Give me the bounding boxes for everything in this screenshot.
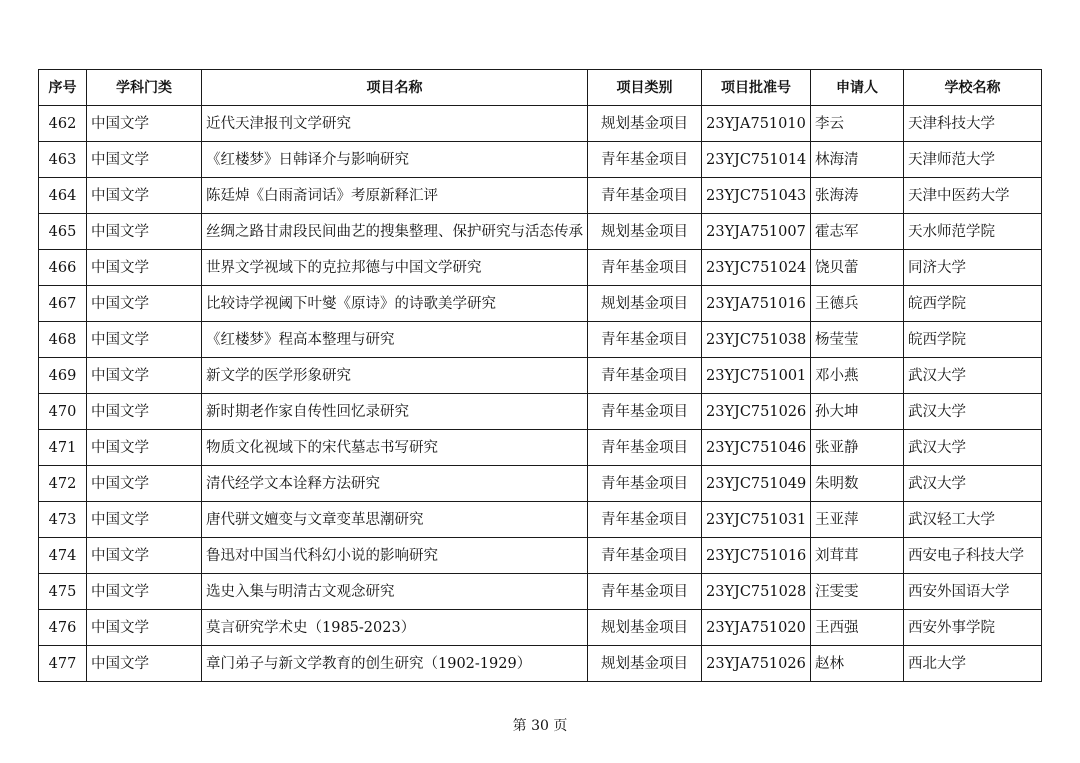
cell-applicant: 孙大坤 — [811, 394, 904, 430]
cell-project-type: 青年基金项目 — [588, 322, 702, 358]
cell-school: 西安外国语大学 — [904, 574, 1042, 610]
cell-project-name: 选史入集与明清古文观念研究 — [202, 574, 588, 610]
cell-approval-no: 23YJC751014 — [702, 142, 811, 178]
cell-applicant: 朱明数 — [811, 466, 904, 502]
cell-seq: 469 — [39, 358, 87, 394]
cell-project-type: 规划基金项目 — [588, 286, 702, 322]
cell-seq: 471 — [39, 430, 87, 466]
table-row — [39, 178, 1042, 214]
cell-project-type: 青年基金项目 — [588, 502, 702, 538]
table-body — [39, 106, 1042, 682]
cell-approval-no: 23YJA751016 — [702, 286, 811, 322]
cell-applicant: 张海涛 — [811, 178, 904, 214]
cell-project-name: 丝绸之路甘肃段民间曲艺的搜集整理、保护研究与活态传承 — [202, 214, 588, 250]
cell-discipline: 中国文学 — [87, 142, 202, 178]
table-row — [39, 394, 1042, 430]
cell-project-type: 青年基金项目 — [588, 574, 702, 610]
cell-approval-no: 23YJA751007 — [702, 214, 811, 250]
table-row — [39, 214, 1042, 250]
cell-school: 西安电子科技大学 — [904, 538, 1042, 574]
cell-project-name: 唐代骈文嬗变与文章变革思潮研究 — [202, 502, 588, 538]
cell-discipline: 中国文学 — [87, 394, 202, 430]
cell-applicant: 杨莹莹 — [811, 322, 904, 358]
cell-seq: 463 — [39, 142, 87, 178]
cell-approval-no: 23YJC751026 — [702, 394, 811, 430]
cell-approval-no: 23YJC751038 — [702, 322, 811, 358]
cell-school: 天津中医药大学 — [904, 178, 1042, 214]
cell-project-type: 青年基金项目 — [588, 358, 702, 394]
cell-discipline: 中国文学 — [87, 106, 202, 142]
header-discipline: 学科门类 — [87, 70, 202, 106]
cell-applicant: 赵林 — [811, 646, 904, 682]
cell-school: 皖西学院 — [904, 322, 1042, 358]
cell-applicant: 刘茸茸 — [811, 538, 904, 574]
cell-project-type: 规划基金项目 — [588, 106, 702, 142]
cell-project-type: 规划基金项目 — [588, 610, 702, 646]
cell-project-name: 比较诗学视阈下叶燮《原诗》的诗歌美学研究 — [202, 286, 588, 322]
cell-approval-no: 23YJC751028 — [702, 574, 811, 610]
cell-project-type: 规划基金项目 — [588, 646, 702, 682]
cell-applicant: 汪雯雯 — [811, 574, 904, 610]
cell-project-name: 近代天津报刊文学研究 — [202, 106, 588, 142]
cell-applicant: 张亚静 — [811, 430, 904, 466]
table-row — [39, 430, 1042, 466]
cell-project-name: 世界文学视域下的克拉邦德与中国文学研究 — [202, 250, 588, 286]
cell-approval-no: 23YJC751043 — [702, 178, 811, 214]
table-row — [39, 142, 1042, 178]
table-row — [39, 250, 1042, 286]
cell-school: 西北大学 — [904, 646, 1042, 682]
cell-approval-no: 23YJA751026 — [702, 646, 811, 682]
cell-seq: 462 — [39, 106, 87, 142]
cell-seq: 467 — [39, 286, 87, 322]
cell-discipline: 中国文学 — [87, 358, 202, 394]
cell-applicant: 李云 — [811, 106, 904, 142]
cell-school: 武汉轻工大学 — [904, 502, 1042, 538]
cell-project-type: 青年基金项目 — [588, 430, 702, 466]
cell-seq: 473 — [39, 502, 87, 538]
cell-approval-no: 23YJA751010 — [702, 106, 811, 142]
cell-discipline: 中国文学 — [87, 538, 202, 574]
cell-project-type: 青年基金项目 — [588, 178, 702, 214]
cell-seq: 465 — [39, 214, 87, 250]
table-row — [39, 358, 1042, 394]
cell-school: 同济大学 — [904, 250, 1042, 286]
cell-discipline: 中国文学 — [87, 502, 202, 538]
cell-project-name: 新文学的医学形象研究 — [202, 358, 588, 394]
cell-approval-no: 23YJC751024 — [702, 250, 811, 286]
table-row — [39, 106, 1042, 142]
table-row — [39, 574, 1042, 610]
cell-project-type: 青年基金项目 — [588, 142, 702, 178]
cell-discipline: 中国文学 — [87, 610, 202, 646]
cell-applicant: 王德兵 — [811, 286, 904, 322]
cell-project-name: 陈廷焯《白雨斋词话》考原新释汇评 — [202, 178, 588, 214]
cell-seq: 476 — [39, 610, 87, 646]
cell-project-name: 物质文化视域下的宋代墓志书写研究 — [202, 430, 588, 466]
cell-project-name: 清代经学文本诠释方法研究 — [202, 466, 588, 502]
cell-project-type: 青年基金项目 — [588, 394, 702, 430]
cell-applicant: 王西强 — [811, 610, 904, 646]
cell-school: 武汉大学 — [904, 430, 1042, 466]
cell-applicant: 饶贝蕾 — [811, 250, 904, 286]
project-table — [38, 69, 1042, 682]
cell-discipline: 中国文学 — [87, 322, 202, 358]
cell-school: 西安外事学院 — [904, 610, 1042, 646]
header-approval-no: 项目批准号 — [702, 70, 811, 106]
cell-discipline: 中国文学 — [87, 250, 202, 286]
table-row — [39, 466, 1042, 502]
cell-discipline: 中国文学 — [87, 178, 202, 214]
cell-project-name: 《红楼梦》程高本整理与研究 — [202, 322, 588, 358]
cell-project-name: 鲁迅对中国当代科幻小说的影响研究 — [202, 538, 588, 574]
cell-school: 皖西学院 — [904, 286, 1042, 322]
cell-seq: 468 — [39, 322, 87, 358]
cell-project-type: 规划基金项目 — [588, 214, 702, 250]
cell-applicant: 邓小燕 — [811, 358, 904, 394]
cell-approval-no: 23YJC751001 — [702, 358, 811, 394]
header-project-name: 项目名称 — [202, 70, 588, 106]
cell-project-name: 章门弟子与新文学教育的创生研究（1902-1929） — [202, 646, 588, 682]
cell-project-name: 《红楼梦》日韩译介与影响研究 — [202, 142, 588, 178]
cell-project-type: 青年基金项目 — [588, 250, 702, 286]
cell-discipline: 中国文学 — [87, 646, 202, 682]
cell-approval-no: 23YJC751016 — [702, 538, 811, 574]
cell-school: 武汉大学 — [904, 394, 1042, 430]
cell-approval-no: 23YJC751049 — [702, 466, 811, 502]
table-row — [39, 610, 1042, 646]
cell-seq: 475 — [39, 574, 87, 610]
cell-approval-no: 23YJA751020 — [702, 610, 811, 646]
cell-discipline: 中国文学 — [87, 214, 202, 250]
cell-seq: 464 — [39, 178, 87, 214]
cell-project-type: 青年基金项目 — [588, 538, 702, 574]
cell-discipline: 中国文学 — [87, 574, 202, 610]
cell-seq: 474 — [39, 538, 87, 574]
cell-applicant: 王亚萍 — [811, 502, 904, 538]
cell-discipline: 中国文学 — [87, 466, 202, 502]
cell-seq: 466 — [39, 250, 87, 286]
table-header-row — [39, 70, 1042, 106]
cell-discipline: 中国文学 — [87, 286, 202, 322]
cell-applicant: 霍志军 — [811, 214, 904, 250]
table-row — [39, 322, 1042, 358]
cell-seq: 472 — [39, 466, 87, 502]
cell-project-type: 青年基金项目 — [588, 466, 702, 502]
page-number: 第 30 页 — [512, 718, 568, 734]
header-applicant: 申请人 — [811, 70, 904, 106]
table-row — [39, 286, 1042, 322]
table-row — [39, 538, 1042, 574]
cell-discipline: 中国文学 — [87, 430, 202, 466]
cell-school: 武汉大学 — [904, 358, 1042, 394]
cell-school: 天津师范大学 — [904, 142, 1042, 178]
cell-school: 天津科技大学 — [904, 106, 1042, 142]
cell-school: 天水师范学院 — [904, 214, 1042, 250]
cell-project-name: 莫言研究学术史（1985-2023） — [202, 610, 588, 646]
header-project-type: 项目类别 — [588, 70, 702, 106]
cell-approval-no: 23YJC751031 — [702, 502, 811, 538]
cell-seq: 470 — [39, 394, 87, 430]
header-school: 学校名称 — [904, 70, 1042, 106]
cell-seq: 477 — [39, 646, 87, 682]
cell-project-name: 新时期老作家自传性回忆录研究 — [202, 394, 588, 430]
cell-approval-no: 23YJC751046 — [702, 430, 811, 466]
table-row — [39, 646, 1042, 682]
header-seq: 序号 — [39, 70, 87, 106]
table-row — [39, 502, 1042, 538]
cell-school: 武汉大学 — [904, 466, 1042, 502]
cell-applicant: 林海清 — [811, 142, 904, 178]
